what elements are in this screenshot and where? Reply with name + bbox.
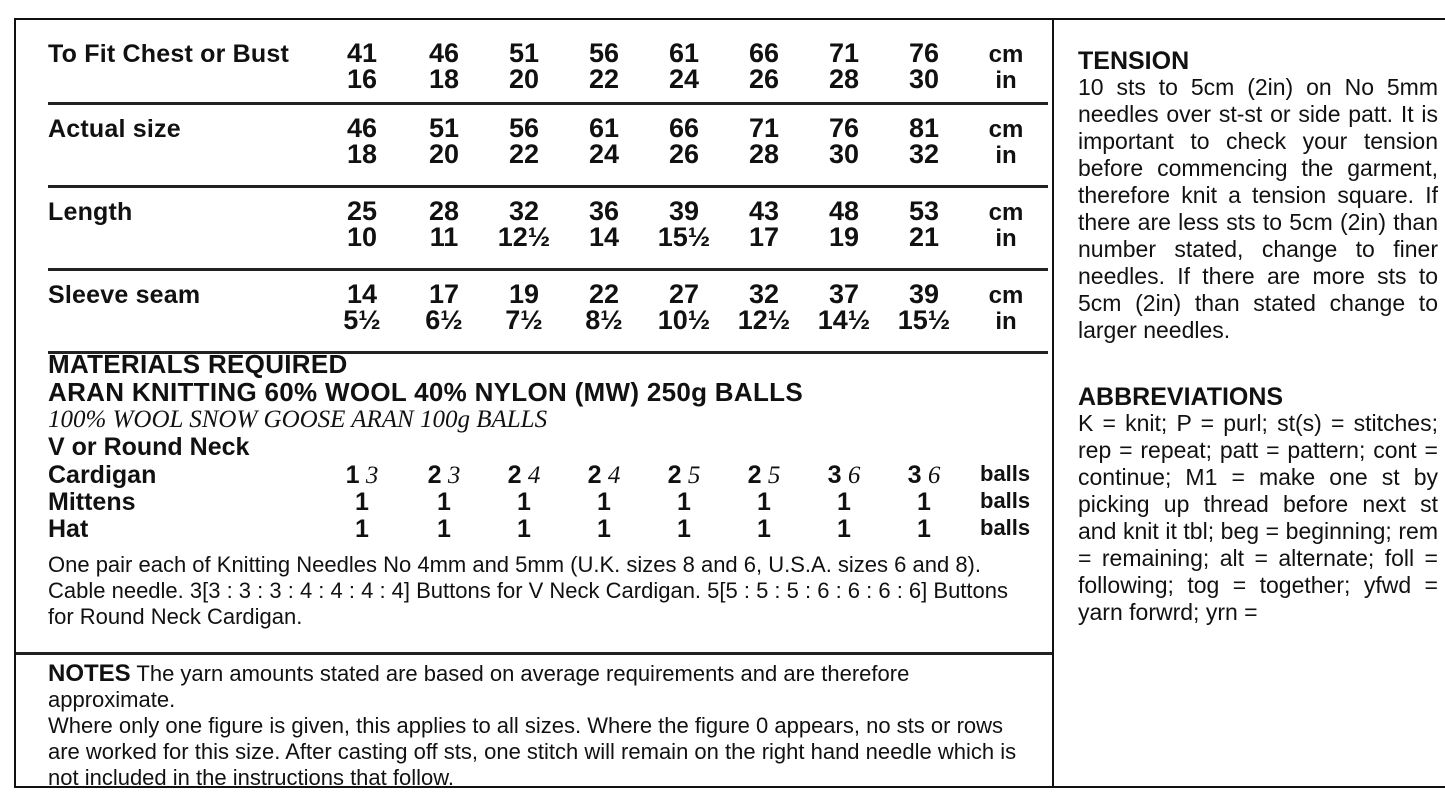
size-cell-cm: 48 <box>828 196 860 226</box>
size-cell-in: 7½ <box>505 305 543 335</box>
notes-text-2: Where only one figure is given, this applies to all sizes. Where the figure 0 appears, no sts or rows are worked for this size. After casting off sts, one stitch will remain on the right hand needle which is not included in the instructions that follow. <box>48 713 1017 790</box>
balls-value <box>332 488 392 517</box>
size-cell-cm: 32 <box>748 279 780 309</box>
balls-value-main: 1 <box>437 515 451 543</box>
balls-row-label: Cardigan <box>48 461 157 489</box>
size-cell-cm: 71 <box>828 38 860 68</box>
size-cell-in: 21 <box>908 222 940 252</box>
balls-value-main: 1 <box>517 515 531 543</box>
balls-value-main: 1 <box>677 515 691 543</box>
balls-value <box>414 488 474 517</box>
size-row-label: Sleeve seam <box>48 281 201 309</box>
balls-value-alt: 6 <box>841 462 861 489</box>
balls-value-main: 1 <box>837 515 851 543</box>
balls-value-main: 2 <box>427 461 442 489</box>
size-cell-in: 18 <box>428 64 460 94</box>
balls-value <box>332 461 392 490</box>
balls-value-main: 1 <box>597 515 611 543</box>
size-cell-cm: 56 <box>508 113 540 143</box>
balls-row-label: Mittens <box>48 488 136 516</box>
size-row-label: Length <box>48 198 133 226</box>
balls-value-main: 1 <box>757 515 771 543</box>
balls-value <box>734 515 794 544</box>
balls-table <box>48 461 1048 542</box>
unit-cm: cm <box>988 116 1024 143</box>
size-cell-cm: 56 <box>588 38 620 68</box>
size-cell-cm: 39 <box>908 279 940 309</box>
balls-value <box>814 515 874 544</box>
balls-value-main: 2 <box>587 461 602 489</box>
left-panel <box>16 20 1054 790</box>
balls-row-label: Hat <box>48 515 89 543</box>
size-cell-in: 20 <box>508 64 540 94</box>
unit-in: in <box>995 67 1017 94</box>
alt-yarn-line: 100% WOOL SNOW GOOSE ARAN 100g BALLS <box>48 406 548 433</box>
balls-value-main: 1 <box>677 488 691 516</box>
materials-section <box>48 350 1048 630</box>
size-row-label: Actual size <box>48 115 181 143</box>
balls-row <box>48 488 1048 515</box>
size-table <box>48 30 1048 354</box>
size-cell-cm: 32 <box>508 196 540 226</box>
balls-value <box>734 488 794 517</box>
size-row-label: To Fit Chest or Bust <box>48 40 290 68</box>
size-cell-in: 12½ <box>737 305 791 335</box>
unit-cm: cm <box>988 41 1024 68</box>
balls-value-main: 1 <box>437 488 451 516</box>
balls-value-main: 1 <box>917 515 931 543</box>
size-cell-cm: 51 <box>508 38 540 68</box>
yarn-line: ARAN KNITTING 60% WOOL 40% NYLON (MW) 250g BALLS <box>48 377 803 407</box>
balls-value-main: 1 <box>517 488 531 516</box>
balls-value <box>734 461 794 490</box>
size-cell-in: 14½ <box>817 305 871 335</box>
needles-text: One pair each of Knitting Needles No 4mm and 5mm (U.K. sizes 8 and 6, U.S.A. sizes 6 and 8). Cable needle. 3[3 : 3 : 3 : 4 : 4 : 4 : 4] Buttons for V Neck Cardigan. 5[5 : 5 : 5 : 6 : 6 : 6 : 6] Buttons for Round Neck Cardigan. <box>48 552 1008 629</box>
size-cell-cm: 27 <box>668 279 700 309</box>
size-cell-cm: 37 <box>828 279 860 309</box>
balls-value-alt: 6 <box>921 462 941 489</box>
size-cell-in: 15½ <box>897 305 951 335</box>
balls-value <box>574 488 634 517</box>
tension-title: TENSION <box>1078 47 1190 75</box>
size-cell-in: 6½ <box>425 305 463 335</box>
size-cell-cm: 76 <box>828 113 860 143</box>
balls-value-main: 3 <box>827 461 842 489</box>
size-cell-cm: 51 <box>428 113 460 143</box>
balls-row <box>48 461 1048 488</box>
size-row <box>48 271 1048 354</box>
size-cell-in: 18 <box>346 139 378 169</box>
size-cell-in: 26 <box>668 139 700 169</box>
balls-value-alt: 4 <box>521 462 541 489</box>
size-cell-in: 32 <box>908 139 940 169</box>
balls-value <box>894 461 954 490</box>
balls-value <box>654 461 714 490</box>
balls-row <box>48 515 1048 542</box>
balls-value <box>332 515 392 544</box>
size-cell-cm: 14 <box>346 279 378 309</box>
size-cell-in: 12½ <box>497 222 551 252</box>
balls-value-main: 2 <box>507 461 522 489</box>
balls-value-alt: 4 <box>601 462 621 489</box>
balls-value <box>574 461 634 490</box>
size-cell-in: 17 <box>748 222 780 252</box>
size-row <box>48 188 1048 271</box>
balls-value <box>814 461 874 490</box>
abbreviations-title: ABBREVIATIONS <box>1078 383 1284 411</box>
balls-value <box>494 488 554 517</box>
size-cell-cm: 71 <box>748 113 780 143</box>
size-cell-cm: 61 <box>668 38 700 68</box>
neck-line: V or Round Neck <box>48 433 250 461</box>
balls-value-alt: 5 <box>681 462 701 489</box>
balls-unit: balls <box>980 461 1031 486</box>
balls-value <box>654 515 714 544</box>
size-cell-in: 24 <box>588 139 620 169</box>
size-cell-in: 14 <box>588 222 620 252</box>
unit-cm: cm <box>988 282 1024 309</box>
size-cell-cm: 17 <box>428 279 460 309</box>
balls-unit: balls <box>980 515 1031 540</box>
size-cell-cm: 39 <box>668 196 700 226</box>
size-cell-in: 22 <box>508 139 540 169</box>
size-cell-in: 19 <box>828 222 860 252</box>
size-cell-cm: 81 <box>908 113 940 143</box>
balls-value <box>494 461 554 490</box>
size-cell-in: 15½ <box>657 222 711 252</box>
balls-value-main: 1 <box>355 488 369 516</box>
unit-in: in <box>995 308 1017 335</box>
size-cell-in: 28 <box>748 139 780 169</box>
tension-text: 10 sts to 5cm (2in) on No 5mm needles over st-st or side patt. It is important to check your tension before commencing the garment, therefore knit a tension square. If there are less sts to 5cm (2in) than number stated, change to finer needles. If there are more sts to 5cm (2in) than stated change to larger needles. <box>1078 74 1438 343</box>
unit-in: in <box>995 225 1017 252</box>
balls-value-main: 1 <box>345 461 360 489</box>
balls-value <box>414 515 474 544</box>
balls-value <box>414 461 474 490</box>
size-cell-cm: 66 <box>668 113 700 143</box>
notes-label: NOTES <box>48 660 131 687</box>
notes-box <box>16 652 1052 791</box>
size-cell-cm: 53 <box>908 196 940 226</box>
right-panel <box>1078 48 1438 626</box>
size-cell-in: 20 <box>428 139 460 169</box>
size-cell-cm: 19 <box>508 279 540 309</box>
balls-value-main: 2 <box>667 461 682 489</box>
abbreviations-text: K = knit; P = purl; st(s) = stitches; rep = repeat; patt = pattern; cont = continue; M1 = make one st by picking up thread before next st and knit it tbl; beg = beginning; rem = remaining; alt = alternate; foll = following; tog = together; yfwd = yarn forwrd; yrn = <box>1078 410 1438 625</box>
balls-value-main: 1 <box>757 488 771 516</box>
size-cell-cm: 25 <box>346 196 378 226</box>
size-cell-in: 30 <box>908 64 940 94</box>
balls-value-main: 3 <box>907 461 922 489</box>
unit-in: in <box>995 142 1017 169</box>
size-cell-cm: 61 <box>588 113 620 143</box>
size-row <box>48 30 1048 105</box>
balls-value-main: 1 <box>917 488 931 516</box>
size-cell-in: 10½ <box>657 305 711 335</box>
size-cell-cm: 41 <box>346 38 378 68</box>
balls-value-alt: 5 <box>761 462 781 489</box>
balls-value-main: 2 <box>747 461 762 489</box>
balls-value-alt: 3 <box>359 462 379 489</box>
size-cell-in: 8½ <box>585 305 623 335</box>
balls-value-main: 1 <box>837 488 851 516</box>
notes-text-1: The yarn amounts stated are based on average requirements and are therefore approximate. <box>48 661 910 712</box>
unit-cm: cm <box>988 199 1024 226</box>
size-cell-in: 22 <box>588 64 620 94</box>
balls-unit: balls <box>980 488 1031 513</box>
balls-value <box>654 488 714 517</box>
size-cell-in: 28 <box>828 64 860 94</box>
balls-value-alt: 3 <box>441 462 461 489</box>
size-cell-cm: 46 <box>346 113 378 143</box>
size-cell-cm: 66 <box>748 38 780 68</box>
materials-heading: MATERIALS REQUIRED <box>48 349 348 379</box>
size-cell-cm: 43 <box>748 196 780 226</box>
size-row <box>48 105 1048 188</box>
size-cell-in: 16 <box>346 64 378 94</box>
size-cell-cm: 28 <box>428 196 460 226</box>
balls-value <box>494 515 554 544</box>
pattern-sheet <box>14 18 1445 788</box>
balls-value <box>574 515 634 544</box>
size-cell-in: 11 <box>429 222 459 252</box>
size-cell-in: 30 <box>828 139 860 169</box>
size-cell-in: 24 <box>668 64 700 94</box>
size-cell-in: 10 <box>346 222 378 252</box>
size-cell-cm: 46 <box>428 38 460 68</box>
size-cell-in: 5½ <box>343 305 381 335</box>
size-cell-in: 26 <box>748 64 780 94</box>
balls-value <box>894 515 954 544</box>
balls-value-main: 1 <box>597 488 611 516</box>
balls-value <box>814 488 874 517</box>
balls-value-main: 1 <box>355 515 369 543</box>
size-cell-cm: 76 <box>908 38 940 68</box>
size-cell-cm: 22 <box>588 279 620 309</box>
size-cell-cm: 36 <box>588 196 620 226</box>
balls-value <box>894 488 954 517</box>
notes-text <box>48 661 1038 791</box>
